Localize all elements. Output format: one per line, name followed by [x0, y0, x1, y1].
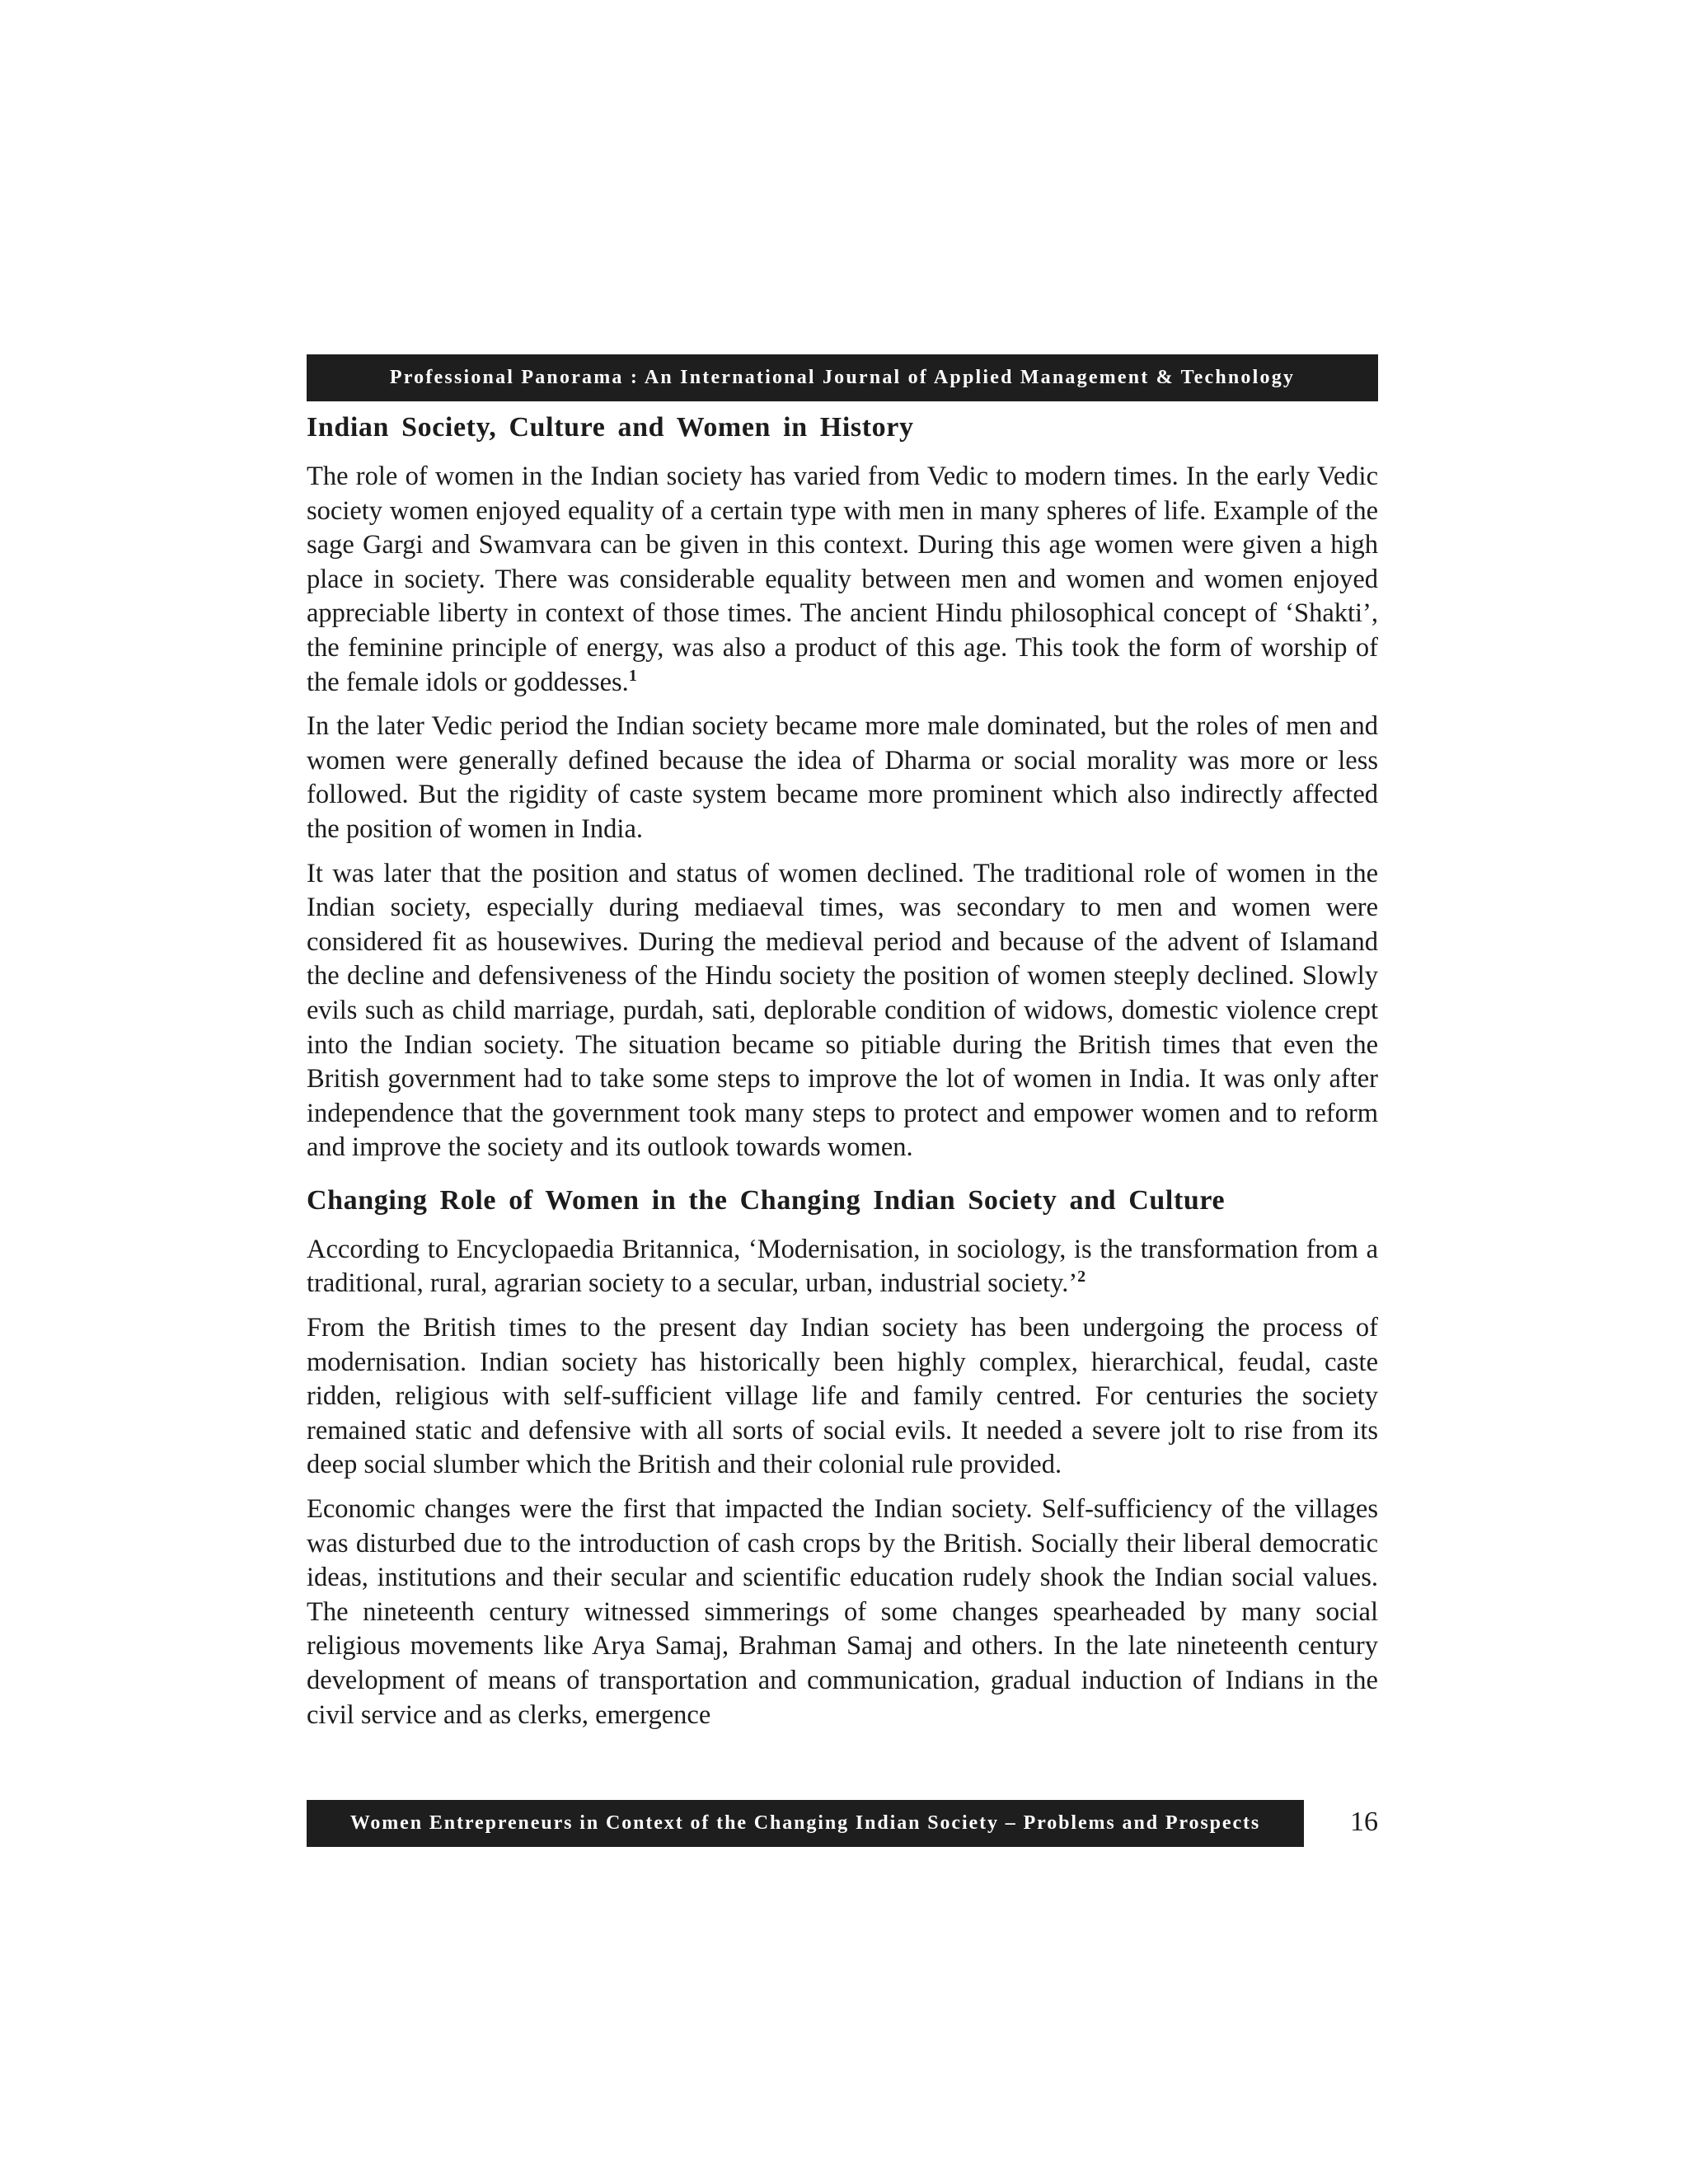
footnote-marker: 2: [1077, 1268, 1086, 1286]
paragraph-economic-changes: Economic changes were the first that impacted the Indian society. Self-sufficiency of the villages was disturbed due to the introduction of cash crops by the British. Socially their liberal democratic ideas, institutions and their secular and scientific education rudely shook the Indian social values. The nineteenth century witnessed simmerings of some changes spearheaded by many social religious movements like Arya Samaj, Brahman Samaj and others. In the late nineteenth century development of means of transportation and communication, gradual induction of Indians in the civil service and as clerks, emergence: [307, 1494, 1378, 1730]
section-heading-changing-role: Changing Role of Women in the Changing Indian Society and Culture: [307, 1184, 1226, 1216]
journal-title: Professional Panorama : An International Journal of Applied Management & Technology: [389, 367, 1296, 388]
page-number: 16: [1350, 1807, 1378, 1837]
article-footer-bar: [307, 1800, 1304, 1847]
paragraph-modernisation-definition: According to Encyclopaedia Britannica, ‘Modernisation, in sociology, is the transformation from a traditional, rural, agrarian society to a secular, urban, industrial society.’$^2$: [307, 1234, 1378, 1299]
paragraph-vedic-era: The role of women in the Indian society has varied from Vedic to modern times. In the early Vedic society women enjoyed equality of a certain type with men in many spheres of life. Example of the sage Gargi and Swamvara can be given in this context. During this age women were given a high place in society. There was considerable equality between men and women and women enjoyed appreciable liberty in context of those times. The ancient Hindu philosophical concept of ‘Shakti’, the feminine principle of energy, was also a product of this age. This took the form of worship of the female idols or goddesses.$^1$: [307, 462, 1378, 697]
journal-header-bar: [307, 354, 1378, 401]
paragraph-later-vedic: In the later Vedic period the Indian society became more male dominated, but the roles of men and women were generally defined because the idea of Dharma or social morality was more or less followed. But the rigidity of caste system became more prominent which also indirectly affected the position of women in India.: [307, 711, 1378, 844]
paragraph-british-times: From the British times to the present day Indian society has been undergoing the process of modernisation. Indian society has historically been highly complex, hierarchical, feudal, caste ridden, religious with self-sufficient village life and family centred. For centuries the society remained static and defensive with all sorts of social evils. It needed a severe jolt to rise from its deep social slumber which the British and their colonial rule provided.: [307, 1313, 1378, 1480]
article-title: Women Entrepreneurs in Context of the Changing Indian Society – Problems and Prospects: [349, 1812, 1261, 1834]
paragraph-decline: It was later that the position and status of women declined. The traditional role of women in the Indian society, especially during mediaeval times, was secondary to men and women were considered fit as housewives. During the medieval period and because of the advent of Islamand the decline and defensiveness of the Hindu society the position of women steeply declined. Slowly evils such as child marriage, purdah, sati, deplorable condition of widows, domestic violence crept into the Indian society. The situation became so pitiable during the British times that even the British government had to take some steps to improve the lot of women in India. It was only after independence that the government took many steps to protect and empower women and to reform and improve the society and its outlook towards women.: [307, 858, 1378, 1163]
footnote-marker: 1: [628, 666, 637, 685]
section-heading-history: Indian Society, Culture and Women in History: [307, 412, 914, 443]
article-body: [307, 407, 1378, 1742]
